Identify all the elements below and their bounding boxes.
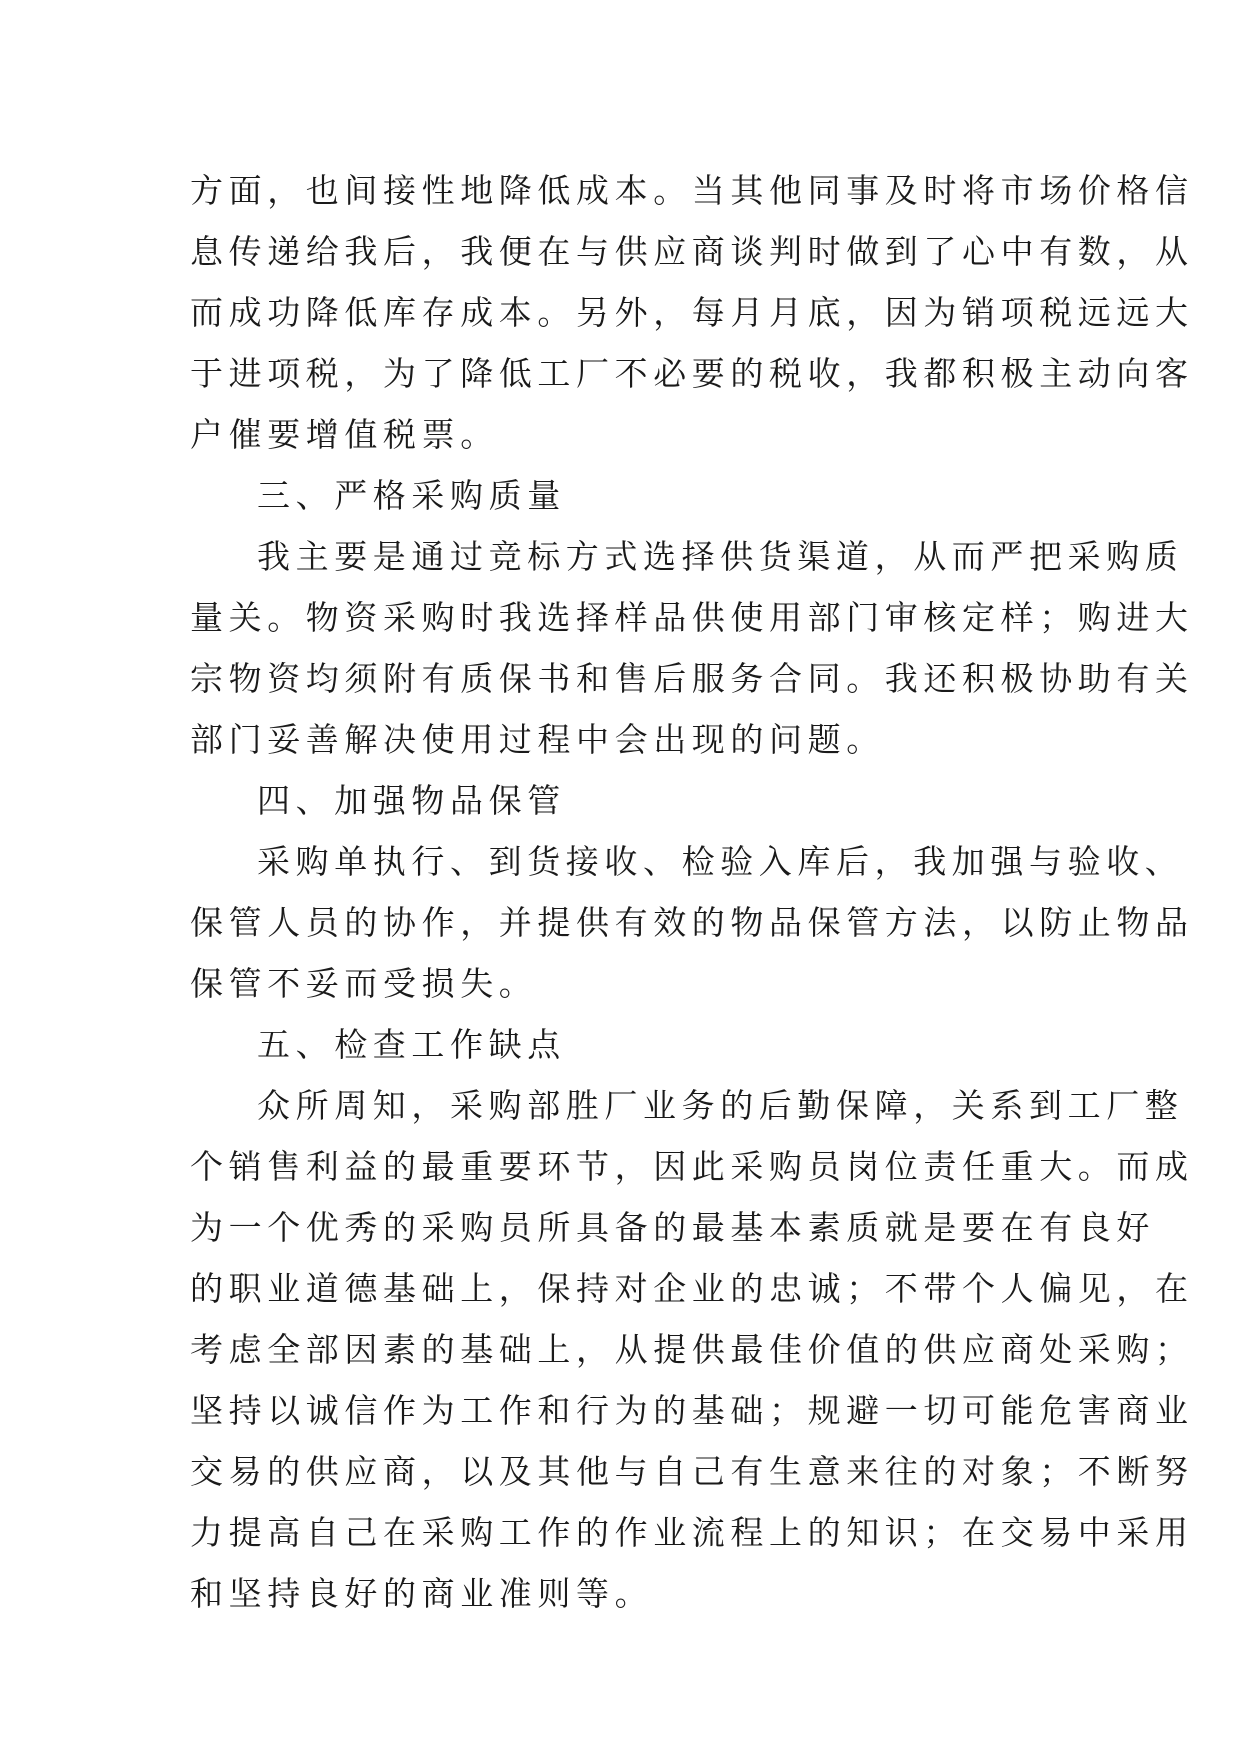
text-line: 和坚持良好的商业准则等。 [190, 1574, 654, 1613]
text-line: 为一个优秀的采购员所具备的最基本素质就是要在有良好 [190, 1208, 1155, 1247]
text-line: 众所周知，采购部胜厂业务的后勤保障，关系到工厂整 [257, 1086, 1184, 1125]
text-line: 个销售利益的最重要环节，因此采购员岗位责任重大。而成 [190, 1147, 1194, 1186]
text-line: 方面，也间接性地降低成本。当其他同事及时将市场价格信 [190, 171, 1194, 210]
text-line: 交易的供应商，以及其他与自己有生意来往的对象；不断努 [190, 1452, 1194, 1491]
section-heading-storage: 四、加强物品保管 [257, 781, 566, 820]
section-heading-quality: 三、严格采购质量 [257, 476, 566, 515]
paragraph-cost-reduction [190, 160, 1194, 465]
text-line: 考虑全部因素的基础上，从提供最佳价值的供应商处采购； [190, 1330, 1194, 1369]
text-line: 量关。物资采购时我选择样品供使用部门审核定样；购进大 [190, 598, 1194, 637]
text-line: 部门妥善解决使用过程中会出现的问题。 [190, 720, 885, 759]
text-line: 坚持以诚信作为工作和行为的基础；规避一切可能危害商业 [190, 1391, 1194, 1430]
text-line: 保管不妥而受损失。 [190, 964, 538, 1003]
text-line: 力提高自己在采购工作的作业流程上的知识；在交易中采用 [190, 1513, 1194, 1552]
text-line: 于进项税，为了降低工厂不必要的税收，我都积极主动向客 [190, 354, 1194, 393]
paragraph-quality [190, 526, 1194, 770]
text-line: 宗物资均须附有质保书和售后服务合同。我还积极协助有关 [190, 659, 1194, 698]
section-heading-shortcomings: 五、检查工作缺点 [257, 1025, 566, 1064]
text-line: 保管人员的协作，并提供有效的物品保管方法，以防止物品 [190, 903, 1194, 942]
text-line: 我主要是通过竞标方式选择供货渠道，从而严把采购质 [257, 537, 1184, 576]
text-line: 户催要增值税票。 [190, 415, 499, 454]
document-body [190, 160, 1194, 1624]
paragraph-shortcomings [190, 1075, 1194, 1624]
text-line: 而成功降低库存成本。另外，每月月底，因为销项税远远大 [190, 293, 1194, 332]
paragraph-storage [190, 831, 1194, 1014]
text-line: 息传递给我后，我便在与供应商谈判时做到了心中有数，从 [190, 232, 1194, 271]
text-line: 的职业道德基础上，保持对企业的忠诚；不带个人偏见，在 [190, 1269, 1194, 1308]
text-line: 采购单执行、到货接收、检验入库后，我加强与验收、 [257, 842, 1184, 881]
